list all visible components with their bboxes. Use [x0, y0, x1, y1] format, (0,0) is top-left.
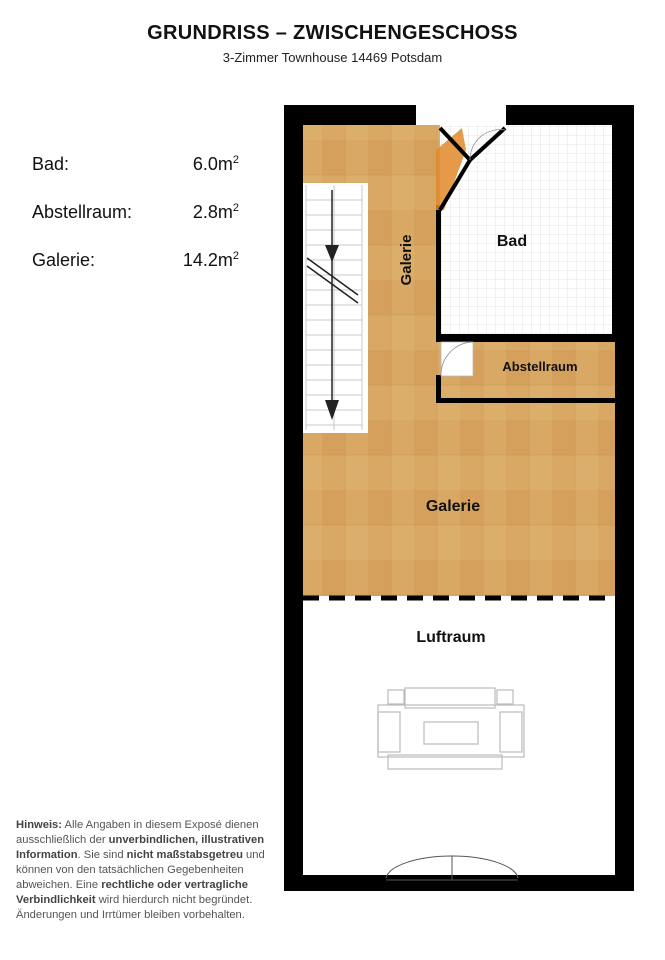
- area-value: $14.2m^2$: [182, 250, 239, 270]
- disclaimer-note: Hinweis: Alle Angaben in diesem Exposé dienen ausschließlich der unverbindlichen, illustrativen Information. Sie sind nicht maßstabsgetreu und können von den tatsächlichen Gegebenheiten abweichen. Eine rechtliche oder vertragliche Verbindlichkeit wird hierdurch nicht begründet. Änderungen und Irrtümer bleiben vorbehalten.: [16, 819, 265, 921]
- wall-abstell-left: [436, 375, 441, 403]
- area-label: Galerie:: [32, 250, 96, 270]
- page-title: GRUNDRISS – ZWISCHENGESCHOSS: [147, 22, 518, 44]
- abstell-door: [441, 342, 473, 376]
- top-opening: [416, 103, 506, 125]
- wall-bad-bottom: [436, 334, 615, 342]
- label-abstellraum: Abstellraum: [502, 359, 578, 374]
- area-label: Abstellraum:: [32, 202, 133, 222]
- wall-right-inner: [612, 125, 615, 342]
- area-label: Bad:: [32, 154, 70, 174]
- page-subtitle: 3-Zimmer Townhouse 14469 Potsdam: [222, 50, 443, 65]
- label-bad: Bad: [496, 233, 528, 250]
- wall-bad-left: [436, 205, 441, 340]
- area-value: $6.0m^2$: [192, 154, 239, 174]
- wall-abstell-bottom: [436, 398, 615, 403]
- area-value: $2.8m^2$: [192, 202, 239, 222]
- label-galerie: Galerie: [425, 498, 481, 515]
- label-galerie-vertical: Galerie: [398, 234, 415, 286]
- label-luftraum: Luftraum: [416, 629, 486, 646]
